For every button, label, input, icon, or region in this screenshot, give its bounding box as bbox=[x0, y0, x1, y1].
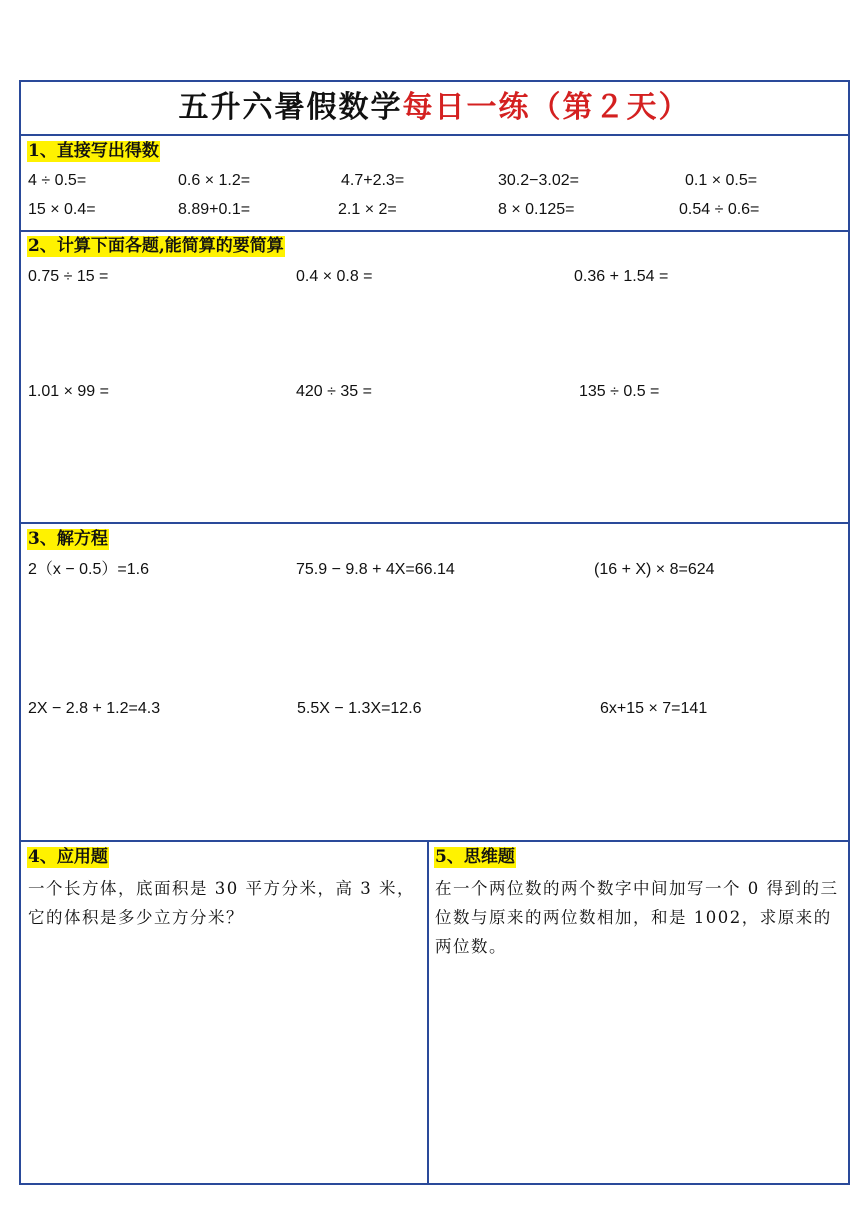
title-red: 每日一练（第２天） bbox=[402, 90, 691, 125]
s1-expr: 30.2−3.02= bbox=[498, 172, 579, 189]
s1-expr: 4.7+2.3= bbox=[341, 172, 405, 189]
s3-equation: 75.9 − 9.8 + 4X=66.14 bbox=[296, 561, 455, 578]
page-title bbox=[21, 82, 848, 134]
s3-equation: 2（x − 0.5）=1.6 bbox=[28, 561, 149, 578]
s1-expr: 8.89+0.1= bbox=[178, 201, 251, 218]
s2-expr: 0.4 × 0.8 = bbox=[296, 268, 373, 285]
divider-vertical bbox=[427, 840, 429, 1183]
s4-problem-text: 一个长方体，底面积是 30 平方分米，高 3 米，它的体积是多少立方分米？ bbox=[28, 879, 415, 927]
title-black: 五升六暑假数学 bbox=[178, 90, 403, 125]
s1-expr: 8 × 0.125= bbox=[498, 201, 575, 218]
s3-equation: (16 + X) × 8=624 bbox=[594, 561, 715, 578]
s1-expr: 0.1 × 0.5= bbox=[685, 172, 758, 189]
s2-expr: 135 ÷ 0.5 = bbox=[579, 383, 660, 400]
s3-equation: 5.5X − 1.3X=12.6 bbox=[297, 700, 422, 717]
s1-expr: 15 × 0.4= bbox=[28, 201, 96, 218]
worksheet bbox=[19, 80, 850, 1185]
section-3-label: 3、解方程 bbox=[28, 529, 108, 549]
s2-expr: 420 ÷ 35 = bbox=[296, 383, 372, 400]
s5-problem-text: 在一个两位数的两个数字中间加写一个 0 得到的三位数与原来的两位数相加，和是 1002，求原来的两位数。 bbox=[435, 879, 839, 956]
section-1-label: 1、直接写出得数 bbox=[28, 141, 159, 161]
s1-expr: 2.1 × 2= bbox=[338, 201, 397, 218]
section-5-label: 5、思维题 bbox=[435, 847, 515, 867]
s1-expr: 0.54 ÷ 0.6= bbox=[679, 201, 760, 218]
divider-2 bbox=[21, 230, 848, 232]
s1-expr: 4 ÷ 0.5= bbox=[28, 172, 87, 189]
s2-expr: 1.01 × 99 = bbox=[28, 383, 109, 400]
s3-equation: 6x+15 × 7=141 bbox=[600, 700, 708, 717]
s1-expr: 0.6 × 1.2= bbox=[178, 172, 251, 189]
s2-expr: 0.75 ÷ 15 = bbox=[28, 268, 109, 285]
divider-3 bbox=[21, 522, 848, 524]
s2-expr: 0.36 + 1.54 = bbox=[574, 268, 669, 285]
section-2-label: 2、计算下面各题,能简算的要简算 bbox=[28, 236, 284, 256]
divider-4 bbox=[21, 840, 848, 842]
divider-1 bbox=[21, 134, 848, 136]
section-4-label: 4、应用题 bbox=[28, 847, 108, 867]
s3-equation: 2X − 2.8 + 1.2=4.3 bbox=[28, 700, 161, 717]
